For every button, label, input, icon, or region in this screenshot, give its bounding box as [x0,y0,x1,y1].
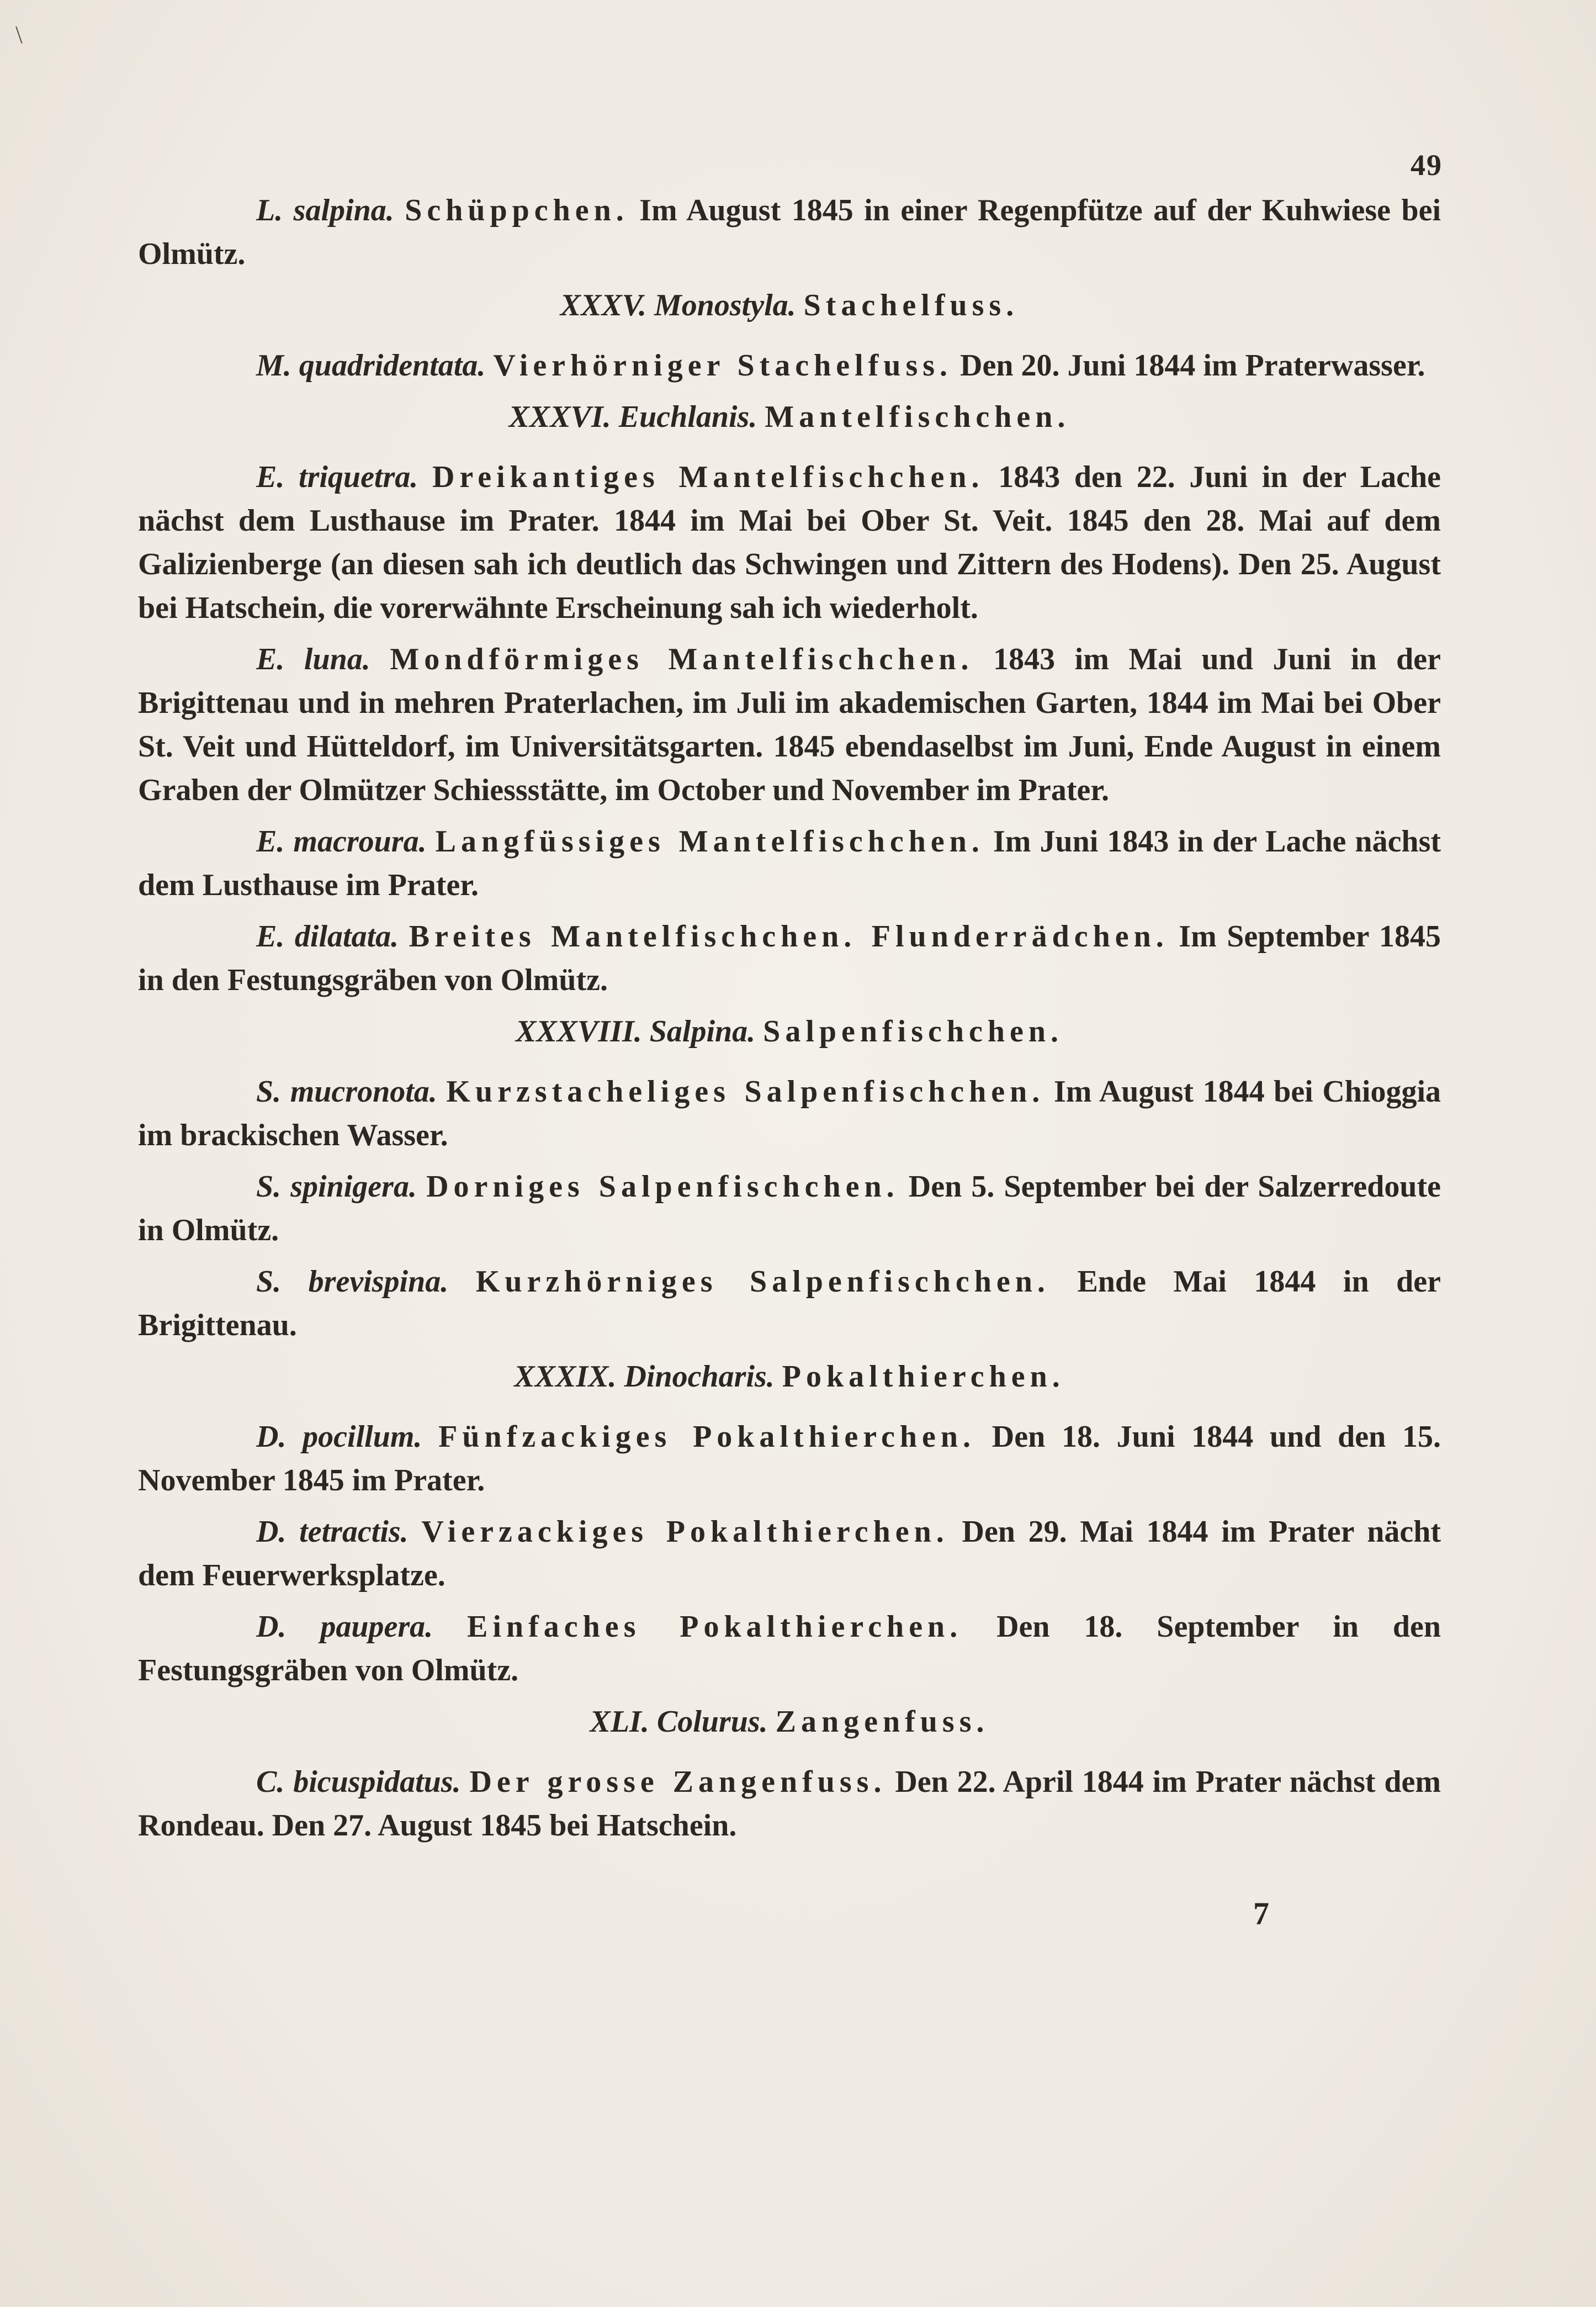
species-record: Den 29. Mai 1844 im Prater nächt dem Feuerwerksplatze. [138,1515,1441,1592]
heading-number: XXXIX. [514,1359,617,1394]
species-latin-name: L. salpina. [256,193,394,227]
section-heading [138,1010,1441,1054]
species-latin-name: C. bicuspidatus. [256,1765,461,1799]
species-entry [138,1760,1441,1848]
species-german-name: Der grosse Zangenfuss. [469,1765,887,1799]
species-latin-name: E. macroura. [256,824,427,859]
species-record: Ende Mai 1844 in der Brigittenau. [138,1264,1441,1342]
species-record: Im Juni 1843 in der Lache nächst dem Lusthause im Prater. [138,824,1441,902]
species-entry [138,456,1441,630]
section-heading [138,395,1441,439]
species-german-name: Vierhörniger Stachelfuss. [493,348,953,383]
species-german-name: Kurzhörniges Salpenfischchen. [475,1264,1050,1299]
heading-number: XLI. [590,1705,649,1739]
heading-number: XXXVI. [508,400,611,434]
species-entry [138,344,1441,388]
signature-mark: 7 [1253,1896,1269,1932]
heading-name: Mantelfischchen. [765,400,1070,434]
margin-mark: \ [15,20,23,49]
page-number: 49 [1411,149,1443,182]
species-record: Den 22. April 1844 im Prater nächst dem Rondeau. Den 27. August 1845 bei Hatschein. [138,1765,1441,1843]
species-german-name: Dorniges Salpenfischchen. [426,1170,899,1204]
heading-name: Stachelfuss. [803,288,1019,322]
species-record: Den 18. Juni 1844 und den 15. November 1845 im Prater. [138,1420,1441,1498]
species-entry [138,1070,1441,1157]
species-german-name: Einfaches Pokalthierchen. [467,1610,963,1644]
species-record: Im August 1844 bei Chioggia im brackischen Wasser. [138,1075,1441,1152]
species-latin-name: D. paupera. [256,1610,433,1644]
heading-genus: Salpina. [649,1014,756,1049]
species-record: Den 20. Juni 1844 im Praterwasser. [960,348,1425,383]
species-entry [138,1260,1441,1347]
heading-number: XXXVIII. [515,1014,642,1049]
species-entry [138,189,1441,276]
species-latin-name: D. pocillum. [256,1420,422,1454]
species-german-name: Dreikantiges Mantelfischchen. [432,460,984,494]
heading-genus: Euchlanis. [618,400,757,434]
species-german-name: Schüppchen. [405,193,629,227]
heading-genus: Dinocharis. [624,1359,775,1394]
species-latin-name: S. spinigera. [256,1170,417,1204]
species-latin-name: M. quadridentata. [256,348,486,383]
species-record: Den 18. September in den Festungsgräben von Olmütz. [138,1610,1441,1687]
species-latin-name: E. luna. [256,642,370,676]
species-german-name: Kurzstacheliges Salpenfischchen. [446,1075,1045,1109]
species-record: Den 5. September bei der Salzerredoute in Olmütz. [138,1170,1441,1247]
heading-name: Salpenfischchen. [763,1014,1064,1049]
species-latin-name: D. tetractis. [256,1515,409,1549]
species-latin-name: E. triquetra. [256,460,418,494]
section-heading [138,1355,1441,1399]
species-record: 1843 den 22. Juni in der Lache nächst dem Lusthause im Prater. 1844 im Mai bei Ober St. Veit. 1845 den 28. Mai auf dem Galizienberge (an diesen sah ich deutlich das Schwingen und Zittern des Hodens). Den 25. August bei Hatschein, die vorerwähnte Erscheinung sah ich wiederholt. [138,460,1441,625]
species-german-name: Vierzackiges Pokalthierchen. [421,1515,949,1549]
species-german-name: Fünfzackiges Pokalthierchen. [438,1420,976,1454]
species-german-name: Mondförmiges Mantelfischchen. [390,642,974,676]
species-latin-name: E. dilatata. [256,919,399,954]
species-entry [138,915,1441,1002]
heading-name: Pokalthierchen. [782,1359,1065,1394]
species-entry [138,1605,1441,1692]
species-entry [138,1415,1441,1502]
heading-name: Zangenfuss. [775,1705,989,1739]
species-record: 1843 im Mai und Juni in der Brigittenau und in mehren Praterlachen, im Juli im akademischen Garten, 1844 im Mai bei Ober St. Veit und Hütteldorf, im Universitätsgarten. 1845 ebendaselbst im Juni, Ende August in einem Graben der Olmützer Schiessstätte, im October und November im Prater. [138,642,1441,807]
species-entry [138,638,1441,812]
heading-genus: Monostyla. [654,288,796,322]
species-entry [138,1510,1441,1597]
heading-number: XXXV. [560,288,646,322]
heading-genus: Colurus. [656,1705,768,1739]
species-entry [138,820,1441,907]
species-record: Im August 1845 in einer Regenpfütze auf der Kuhwiese bei Olmütz. [138,193,1441,271]
section-heading [138,1700,1441,1744]
body-text [138,189,1441,1855]
species-latin-name: S. brevispina. [256,1264,449,1299]
species-german-name: Langfüssiges Mantelfischchen. [435,824,984,859]
section-heading [138,284,1441,327]
species-record: Im September 1845 in den Festungsgräben von Olmütz. [138,919,1441,997]
species-latin-name: S. mucronota. [256,1075,437,1109]
species-entry [138,1165,1441,1252]
species-german-name: Breites Mantelfischchen. Flunderrädchen. [409,919,1169,954]
